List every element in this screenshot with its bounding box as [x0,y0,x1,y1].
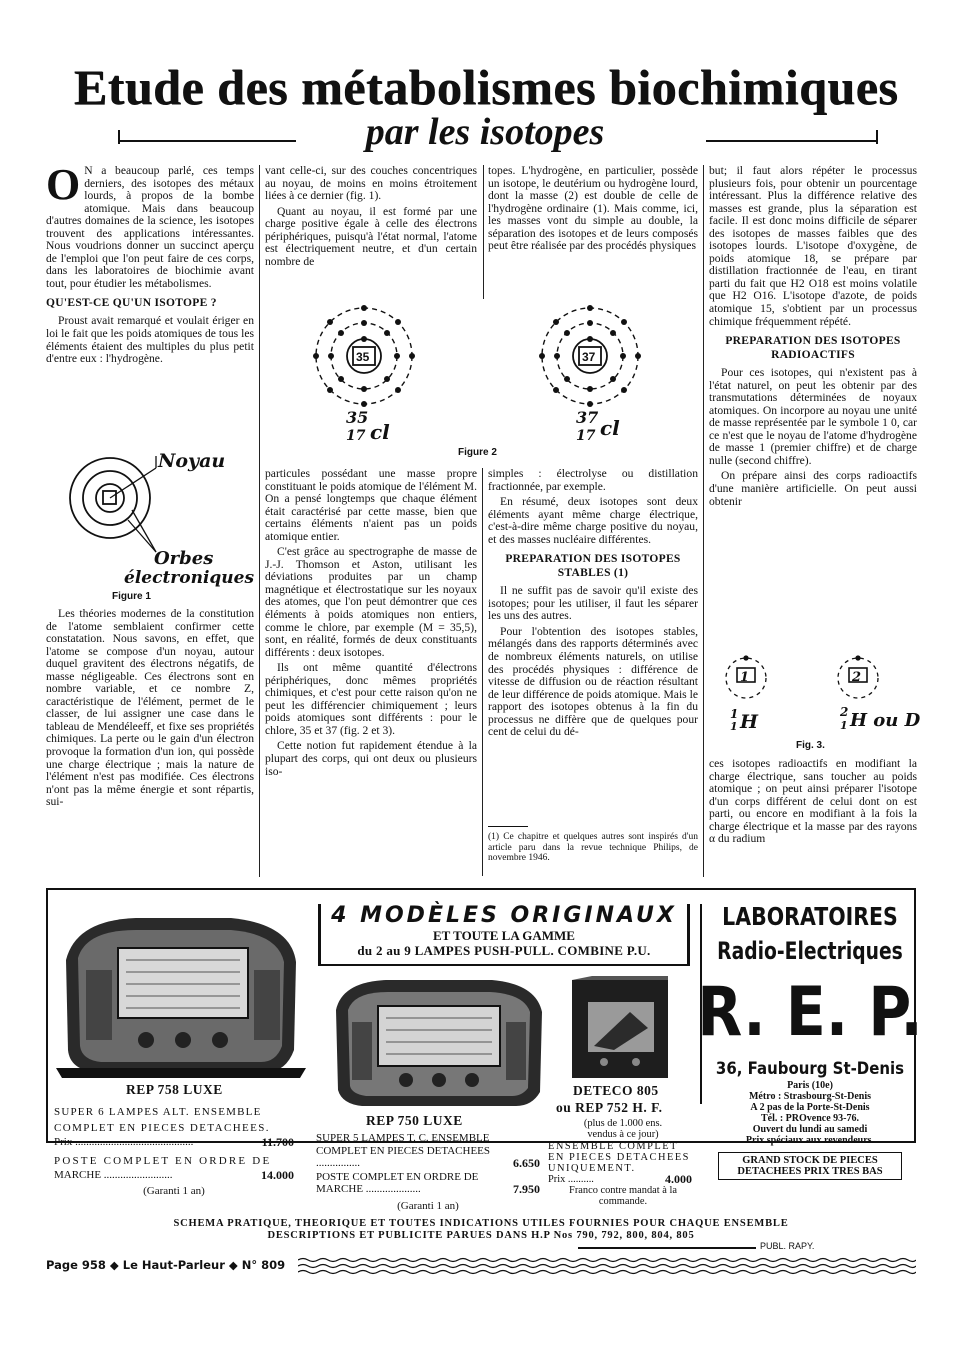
radio-rep-758-image [56,900,306,1080]
ad-subheadline: ET TOUTE LA GAMME [433,928,575,943]
paragraph: Proust avait remarqué et voulait ériger en loi le fait que les poids atomiques de tous les éléments étaient des multiples du plus petit d'entre eux : l'hydrogène. [46,314,254,366]
column-3-top [488,165,698,299]
product-note: (plus de 1.000 ens. vendus à ce jour) [583,1118,663,1140]
lab-subtitle: Radio-Electriques [717,937,903,965]
guarantee: (Garanti 1 an) [397,1199,459,1212]
fig2-right-z: 17 [576,428,596,444]
product-line: SUPER 5 LAMPES T. C. ENSEMBLE COMPLET EN PIECES DETACHEES ................ [316,1132,491,1169]
lab-location: A 2 pas de la Porte-St-Denis [750,1102,870,1113]
price-label: Prix ........................................... [54,1136,194,1148]
paragraph: En résumé, deux isotopes sont deux éléments ayant même charge électrique, c'est-à-dire même charge positive du noyau, et des masses nucléaire différentes. [488,495,698,546]
laboratoires-rep-block [697,900,923,1180]
paragraph: Ils ont même quantité d'électrons périphériques, donc mêmes propriétés chimiques, et c'est pour cette raison qu'on ne peut les différencier chimiquement ; leurs poids atomiques sont différents : pour le chlore, 35 et 37 (fig. 2 et 3). [265,661,477,737]
paragraph: Quant au noyau, il est formé par une charge positive égale à celle des électrons périphériques, puisqu'à l'état normal, l'atome est électriquement neutre, et d'un certain nombre de [265,204,477,268]
fig2-right-nucleus-number: 37 [582,350,596,364]
paragraph: Cette notion fut rapidement étendue à la plupart des corps, qui ont deux ou plusieurs iso- [265,739,477,778]
product-line: ENSEMBLE COMPLET EN PIECES DETACHEES UNIQUEMENT. [548,1141,690,1174]
publisher-credit: PUBL. RAPY. [760,1241,815,1251]
lab-dealer-prices: Prix spéciaux aux revendeurs. [745,1135,875,1146]
radio-deteco-805-image [570,976,670,1080]
paragraph: C'est grâce au spectrographe de masse de J.-J. Thomson et Aston, utilisant les déviations produites par un champ magnétique et électrostatique sur les noyaux des atomes, que l'on peut démontrer que ces éléments à poids atomiques non entiers, comme le chlore, par exemple (M = 35,5), sont, en réalité, formés de deux constituants différents : deux isotopes. [265,545,477,659]
section-heading: PREPARATION DES ISOTOPES RADIOACTIFS [725,335,901,362]
price-label: MARCHE ......................... [54,1169,173,1181]
fig2-left-z: 17 [346,428,366,444]
column-divider [483,165,484,299]
price-value: 7.950 [513,1182,540,1196]
product-line: POSTE COMPLET EN ORDRE DE MARCHE .................... [316,1170,479,1195]
column-3-bottom [488,468,698,828]
column-4-bottom [709,758,917,876]
price-value: 6.650 [513,1156,540,1170]
ad-headline-box [318,904,690,966]
product-name-rep-750: REP 750 LUXE [366,1113,463,1128]
product-price-row [316,1171,540,1196]
ad-range-line: du 2 au 9 LAMPES PUSH-PULL. COMBINE P.U. [357,943,651,958]
subtitle-rule-left [118,140,296,142]
product-line: SUPER 6 LAMPES ALT. ENSEMBLE [54,1106,262,1118]
product-price-row [54,1136,294,1149]
product-name-rep-758: REP 758 LUXE [126,1082,223,1097]
lab-stock-box: GRAND STOCK DE PIECES DETACHEES PRIX TRES BAS [718,1152,902,1180]
paragraph: Il ne suffit pas de savoir qu'il existe des isotopes; pour les utiliser, il faut les séparer les uns des autres. [488,584,698,623]
figure-3-caption: Fig. 3. [796,740,825,751]
drop-cap: O [46,165,81,209]
lab-metro: Métro : Strasbourg-St-Denis [748,1091,872,1102]
footnote: (1) Ce chapitre et quelques autres sont inspirés d'un article paru dans la revue technique Philips, de novembre 1946. [488,832,698,864]
lab-title: LABORATOIRES [722,902,898,931]
fig2-right-mass: 37 [576,408,599,427]
paragraph: Pour l'obtention des isotopes stables, mélangés dans des rapports déterminés avec de nombreux éléments naturels, on utilise des procédés physiques : différence de vitesse de diffusion ou de réaction résultant de leur différence de poids atomique. Mais le rapport des isotopes obtenus à la fin du processus ne diffère que de quelques pour cent de celui du dé- [488,624,698,739]
guarantee: (Garanti 1 an) [143,1184,205,1197]
product-line: Franco contre mandat à la commande. [569,1185,677,1207]
column-divider [703,165,704,877]
product-line: COMPLET EN PIECES DETACHEES. [54,1121,270,1134]
subtitle-rule-right [706,140,878,142]
lab-brand: R. E. P. [697,973,923,1052]
price-label: Prix .......... [548,1174,594,1185]
fig2-right-symbol: cl [600,416,620,440]
section-heading: QU'EST-CE QU'UN ISOTOPE ? [46,297,217,310]
page-title: Etude des métabolismes biochimiques [73,59,899,115]
paragraph: O N a beaucoup parlé, ces temps derniers, des isotopes des métaux lourds, à propos de la bombe atomique. Mais dans beaucoup d'autres domaines de la science, les isotopes trouvent des applications intéressantes. Nous voudrions donner un succinct aperçu de l'emploi que l'on peut faire de ces corps, dans les laboratoires de biochimie avant tout, pour étudier les métabolismes. [46,165,254,290]
fig2-left-mass: 35 [346,408,369,427]
lab-address: 36, Faubourg St-Denis [715,1059,905,1079]
fig2-left-nucleus-number: 35 [356,350,370,364]
fig1-label-noyau: Noyau [158,450,226,472]
product-line: POSTE COMPLET EN ORDRE DE [54,1154,272,1167]
column-2-top [265,165,477,299]
paragraph: particules possédant une masse propre constituant le poids atomique de l'élément M. On a pensé longtemps que chaque élément était caractérisé par cette masse, bien que certains éléments n'aient pas un poids atomique entier. [265,468,477,543]
page-subtitle: par les isotopes [365,111,605,153]
figure-2-caption: Figure 2 [458,447,497,458]
product-details-rep-750 [316,1132,540,1212]
fig3-right-subscript: 1 [840,719,848,732]
paragraph: Pour ces isotopes, qui n'existent pas à l'état naturel, on peut les obtenir par des transmutations déterminées de noyaux atomiques. On incorpore au noyau une unité de masse représentée par le symbole 1 0, car ce n'est que le noyau de l'atome d'hydrogène de masse 1 (premier chiffre) et de charge nulle (second chiffre). [709,366,917,467]
product-name-deteco-805: DETECO 805 [573,1083,659,1098]
publ-rule [578,1247,756,1249]
fig1-label-orbes: Orbes [154,548,214,569]
ad-footer-line: SCHEMA PRATIQUE, THEORIQUE ET TOUTES INDICATIONS UTILES FOURNIES POUR CHAQUE ENSEMBLE [173,1218,789,1229]
column-1-bottom [46,608,254,876]
price-value: 11.700 [261,1135,294,1149]
lab-hours: Ouvert du lundi au samedi [752,1124,868,1135]
fig3-left-subscript: 1 [730,720,738,733]
fig3-right-label: H ou D [850,710,921,731]
fig3-left-nucleus-number: 1 [740,670,750,685]
fig3-left-superscript: 1 [730,707,739,721]
section-heading: PREPARATION DES ISOTOPES STABLES (1) [505,553,681,580]
product-details-deteco-805 [548,1118,698,1207]
ad-headline: 4 MODÈLES ORIGINAUX [331,903,677,928]
fig2-left-symbol: cl [370,420,390,444]
column-divider [259,165,260,877]
price-value: 14.000 [261,1168,294,1182]
column-divider [482,468,483,876]
lab-city: Paris (10e) [787,1080,833,1091]
product-price-row [548,1174,698,1185]
figure-1-caption: Figure 1 [112,591,151,602]
lab-phone: Tél. : PROvence 93-76. [760,1113,860,1124]
paragraph: Les théories modernes de la constitution de l'atome semblaient confirmer cette constatation. Nous savons, en effet, que l'atome se compose d'un noyau, autour duquel gravitent des électrons négatifs, de masse négligeable. Ces électrons sont en nombre variable, et ce nombre Z, caractéristique de l'élément, permet de le classer, de lui assigner une case dans le tableau de Mendéleeff, et fixe ses propriétés chimiques. La perte ou le gain d'un électron provoque la formation d'un ion, qui possède une charge électrique ; mais la nature de l'élément n'est pas modifiée. Ces électrons n'ont pas la même énergie et sont répartis, sui- [46,608,254,809]
footnote-rule [488,826,528,827]
product-details-rep-758 [54,1106,294,1197]
ad-footer [46,1218,916,1242]
ad-footer-line: DESCRIPTIONS ET PUBLICITE PARUES DANS H.P Nos 790, 792, 800, 804, 805 [267,1230,695,1241]
product-name-rep-752: ou REP 752 H. F. [556,1100,663,1115]
column-4-top [709,165,917,647]
fig1-label-electroniques: électroniques [124,568,255,588]
paragraph: ces isotopes radioactifs en modifiant la charge électrique, sans toucher au poids atomique ; on peut ainsi préparer l'isotope d'un corps différent de celui dont on est parti, ou encore en modifiant à la fois la charge électrique et la masse par des rayons α du radium [709,758,917,846]
price-value: 4.000 [665,1172,692,1186]
fig3-left-label: H [740,711,758,733]
page-footer: Page 958 ◆ Le Haut-Parleur ◆ N° 809 [46,1258,286,1272]
column-1-top [46,165,254,373]
paragraph: On prépare ainsi des corps radioactifs d'une manière artificielle. On peut aussi obtenir [709,469,917,508]
paragraph: vant celle-ci, sur des couches concentriques au noyau, de moins en moins étroitement liées à ce dernier (fig. 1). [265,165,477,203]
footer-wave-decoration [298,1256,916,1276]
paragraph: simples : électrolyse ou distillation fractionnée, par exemple. [488,468,698,493]
product-price-row [316,1132,540,1170]
fig3-right-nucleus-number: 2 [852,670,862,685]
fig3-right-superscript: 2 [840,705,849,719]
column-2-bottom [265,468,477,876]
product-price-row [54,1169,294,1182]
radio-rep-750-image [326,970,552,1110]
paragraph: topes. L'hydrogène, en particulier, possède un isotope, le deutérium ou hydrogène lourd, dont la masse (2) est double de celle de l'hydrogène ordinaire (1). Mais comme, ici, les masses vont du simple au double, la séparation des isotopes et de leurs composés peut être réalisée par des procédés physiques [488,165,698,253]
paragraph: but; il faut alors répéter le processus plusieurs fois, pour obtenir un pourcentage intéressant. Plus la différence relative des masses est grande, plus la séparation est facile. Il est donc moins difficile de séparer des isotopes de masses faibles que des isotopes lourds. L'isotope d'oxygène, de poids atomique 18, se prépare par distillation fractionnée de l'eau, en tirant parti du fait que H2 O18 est moins volatile que H2 O16. L'isotope d'azote, de poids atomique 15, s'obtient par un processus chimique fréquemment répété. [709,165,917,328]
